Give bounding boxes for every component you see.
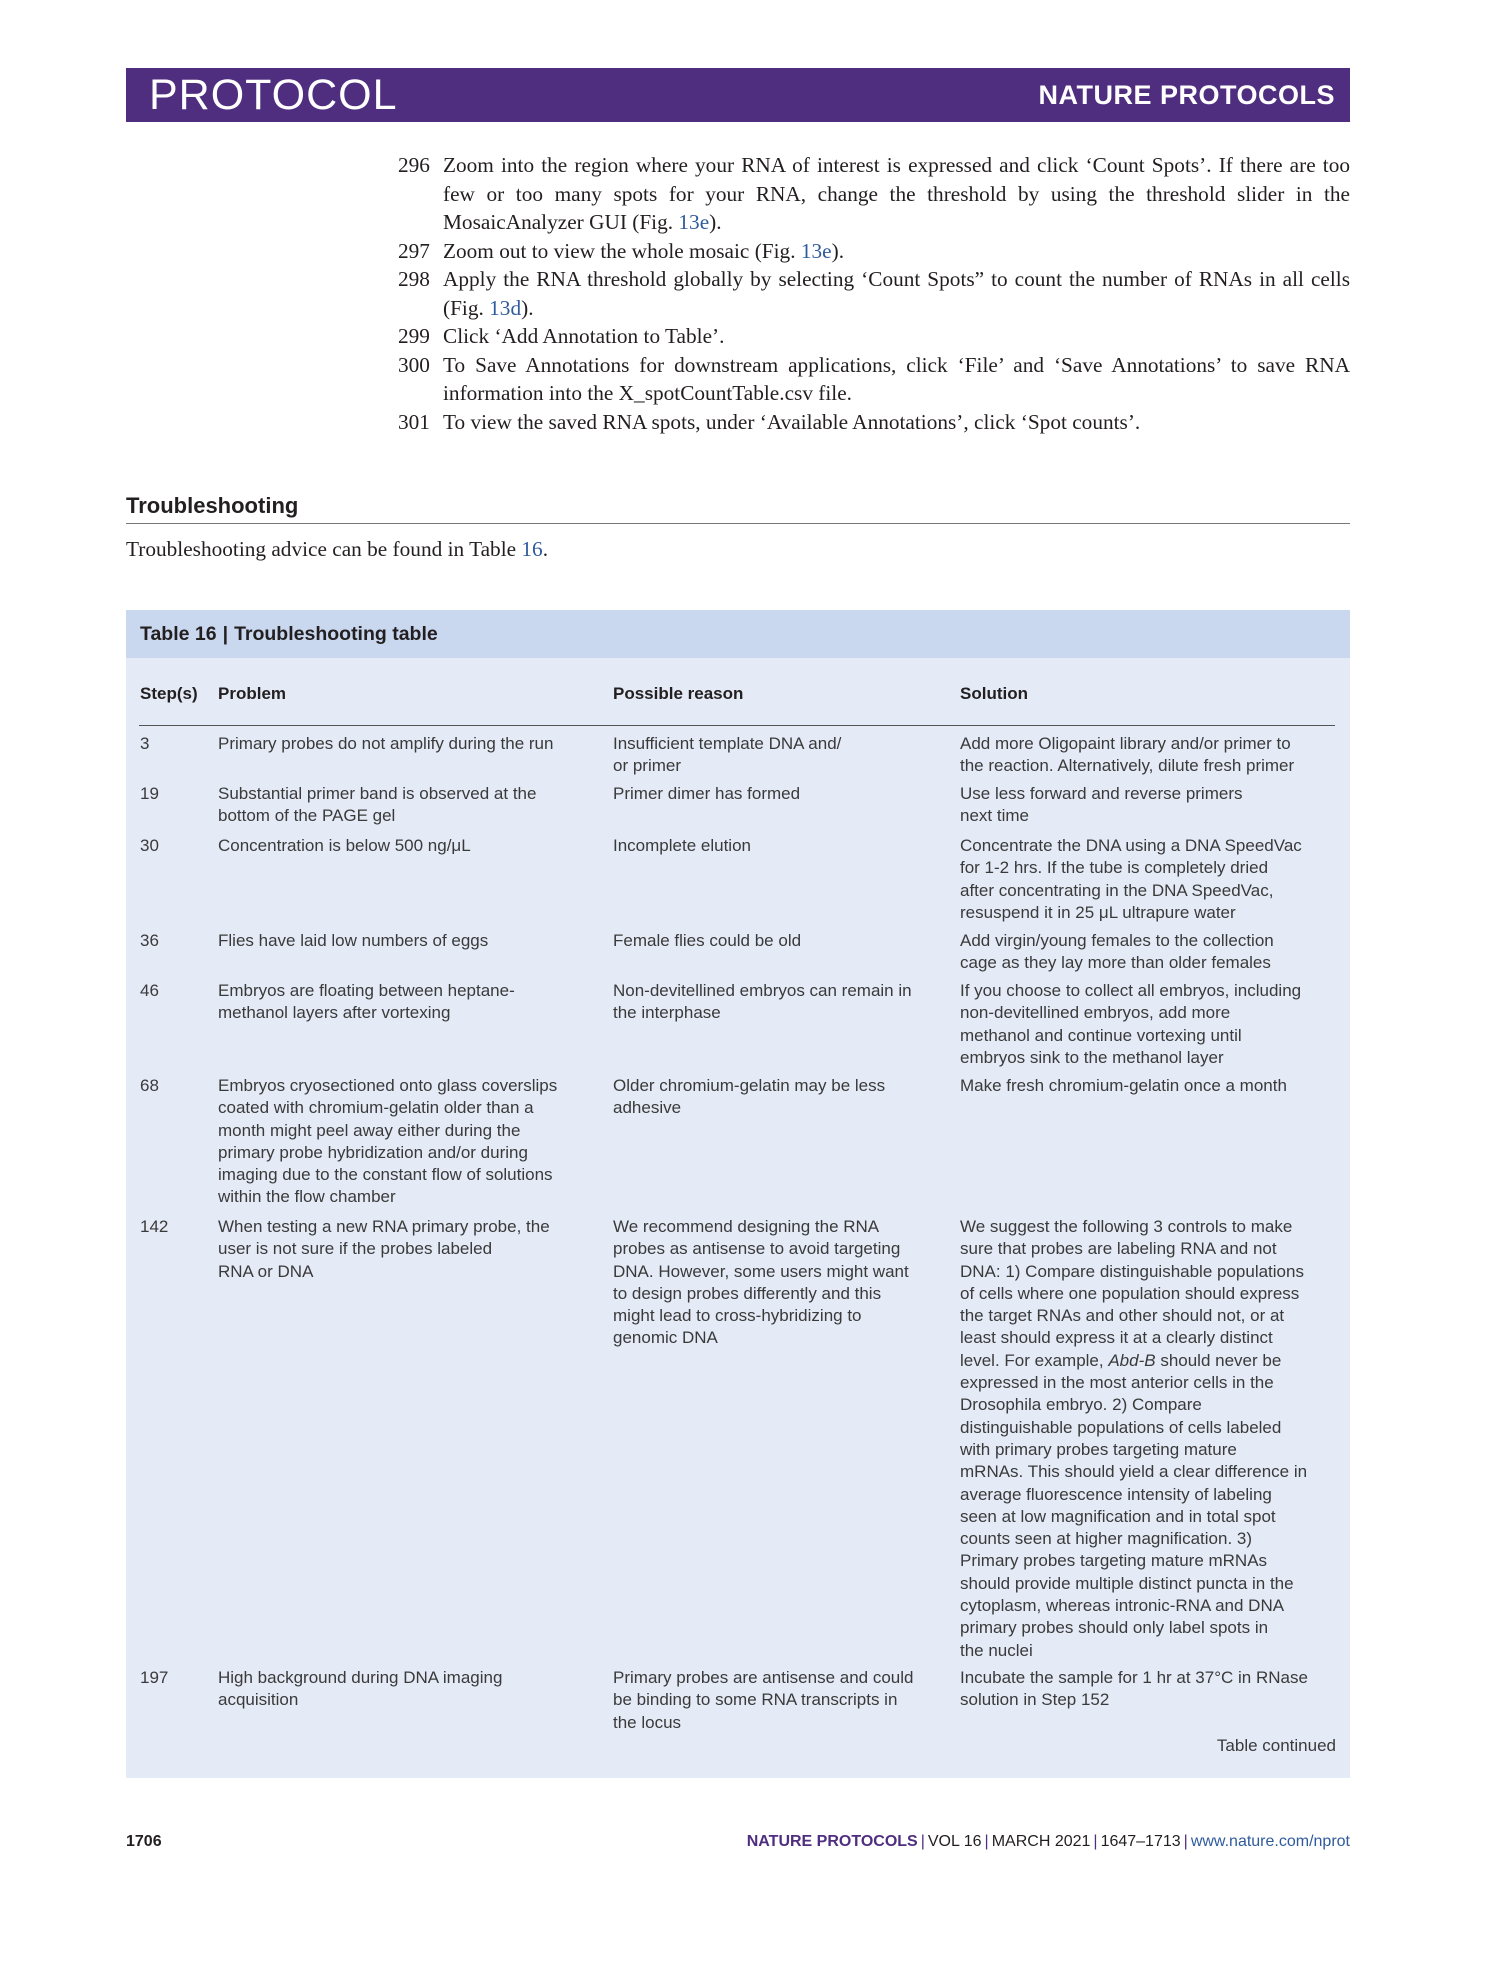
cell-line: coated with chromium-gelatin older than a — [218, 1098, 534, 1118]
cell-step: 30 — [140, 836, 159, 855]
step-item — [398, 408, 1350, 437]
cell-line: Female flies could be old — [613, 931, 802, 950]
cell-line: We recommend designing the RNA — [613, 1217, 880, 1236]
cell-line: user is not sure if the probes labeled — [218, 1239, 493, 1259]
cell-reason — [613, 1216, 948, 1350]
table-continued-note: Table continued — [1216, 1736, 1336, 1755]
table-title: Troubleshooting table — [234, 622, 438, 645]
step-text: To view the saved RNA spots, under ‘Available Annotations’, click ‘Spot counts’. — [443, 409, 1141, 434]
step-item — [398, 151, 1350, 237]
troubleshooting-table — [126, 610, 1350, 1778]
footer-volume: VOL 16 — [927, 1833, 982, 1850]
cell-line: for 1-2 hrs. If the tube is completely dried — [960, 858, 1269, 878]
cell-problem — [218, 1667, 608, 1712]
cell-line: acquisition — [218, 1690, 299, 1710]
figure-link[interactable]: 13d — [489, 295, 522, 320]
figure-link[interactable]: 13e — [800, 238, 832, 263]
cell-line: Embryos are floating between heptane- — [218, 981, 515, 1000]
step-number: 296 — [398, 153, 430, 177]
header-problem: Problem — [218, 684, 287, 703]
cell-step: 142 — [140, 1217, 169, 1236]
cell-line: next time — [960, 806, 1029, 826]
cell-problem — [218, 783, 608, 828]
cell-solution — [960, 783, 1340, 828]
section-paragraph: Troubleshooting advice can be found in Table 16. — [126, 537, 549, 561]
cell-line: with primary probes targeting mature — [960, 1439, 1237, 1459]
caption-separator: | — [222, 622, 229, 645]
cell-solution — [960, 835, 1340, 924]
cell-line: Embryos cryosectioned onto glass coverslips — [218, 1076, 558, 1095]
step-text: Zoom out to view the whole mosaic (Fig. 13e). — [443, 238, 845, 263]
cell-line: within the flow chamber — [218, 1187, 396, 1207]
cell-problem — [218, 835, 608, 857]
cell-line: Primary probes targeting mature mRNAs — [960, 1551, 1268, 1571]
cell-line: of cells where one population should express — [960, 1283, 1300, 1303]
cell-line: Drosophila embryo. 2) Compare — [960, 1395, 1202, 1415]
cell-line: Concentration is below 500 ng/μL — [218, 836, 471, 855]
cell-line: methanol and continue vortexing until — [960, 1025, 1242, 1045]
cell-reason — [613, 733, 948, 778]
step-number: 299 — [398, 324, 430, 348]
cell-line: Primary probes are antisense and could — [613, 1668, 914, 1687]
cell-line: We suggest the following 3 controls to make — [960, 1217, 1293, 1236]
cell-line: If you choose to collect all embryos, including — [960, 981, 1302, 1000]
cell-line: Primary probes do not amplify during the run — [218, 734, 554, 753]
cell-line: sure that probes are labeling RNA and not — [960, 1239, 1277, 1259]
cell-line: be binding to some RNA transcripts in — [613, 1690, 898, 1710]
cell-line: seen at low magnification and in total spot — [960, 1506, 1276, 1526]
cell-line: should provide multiple distinct puncta in the — [960, 1573, 1294, 1593]
cell-line: DNA: 1) Compare distinguishable populations — [960, 1261, 1304, 1281]
cell-line: adhesive — [613, 1098, 682, 1118]
cell-step: 46 — [140, 981, 159, 1000]
step-text: Zoom into the region where your RNA of interest is expressed and click ‘Count Spots’. If there are too few or too many spots for your RNA, change the threshold by using the threshold slider in the MosaicAnalyzer GUI (Fig. 13e). — [443, 153, 1350, 234]
cell-problem — [218, 930, 608, 952]
cell-line: level. For example, Abd-B should never be — [960, 1350, 1282, 1370]
cell-line: resuspend it in 25 μL ultrapure water — [960, 902, 1236, 922]
cell-solution — [960, 1216, 1340, 1662]
procedure-steps — [398, 151, 1350, 436]
cell-step: 3 — [140, 734, 150, 753]
cell-reason — [613, 980, 948, 1025]
cell-problem — [218, 980, 608, 1025]
cell-line: solution in Step 152 — [960, 1690, 1110, 1710]
header-steps: Step(s) — [140, 684, 198, 703]
cell-step: 19 — [140, 784, 159, 803]
cell-line: primary probes should only label spots in — [960, 1618, 1269, 1638]
step-number: 300 — [398, 352, 430, 377]
cell-line: Primer dimer has formed — [613, 784, 801, 803]
cell-line: Insufficient template DNA and/ — [613, 734, 842, 753]
cell-line: the locus — [613, 1712, 682, 1732]
cell-line: cage as they lay more than older females — [960, 953, 1271, 973]
table-link[interactable]: 16 — [521, 537, 543, 561]
cell-line: the reaction. Alternatively, dilute fresh primer — [960, 756, 1295, 776]
footer-journal-name: NATURE PROTOCOLS — [746, 1833, 918, 1850]
table-label: Table 16 — [140, 622, 217, 645]
cell-line: Incomplete elution — [613, 836, 751, 855]
step-item — [398, 265, 1350, 322]
figure-link[interactable]: 13e — [678, 210, 710, 234]
cell-line: Older chromium-gelatin may be less — [613, 1076, 886, 1095]
cell-line: month might peel away either during the — [218, 1120, 521, 1140]
step-item — [398, 237, 1350, 266]
journal-banner — [126, 68, 1350, 122]
footer-pages: 1647–1713 — [1100, 1833, 1181, 1850]
step-text: Apply the RNA threshold globally by selecting ‘Count Spots” to count the number of RNAs in all cells (Fig. 13d). — [443, 267, 1350, 320]
article-type-label: PROTOCOL — [149, 70, 398, 119]
cell-line: after concentrating in the DNA SpeedVac, — [960, 880, 1274, 900]
cell-line: the nuclei — [960, 1640, 1033, 1660]
step-number: 297 — [398, 238, 430, 263]
cell-reason — [613, 1075, 948, 1120]
cell-line: distinguishable populations of cells labeled — [960, 1417, 1282, 1437]
cell-line: mRNAs. This should yield a clear difference in — [960, 1462, 1308, 1482]
step-text: Click ‘Add Annotation to Table’. — [443, 324, 725, 348]
cell-reason — [613, 1667, 948, 1734]
cell-solution — [960, 733, 1340, 778]
cell-line: the target RNAs and other should not, or at — [960, 1306, 1285, 1326]
cell-line: genomic DNA — [613, 1328, 718, 1348]
cell-step: 197 — [140, 1668, 169, 1687]
cell-line: bottom of the PAGE gel — [218, 806, 396, 826]
cell-line: embryos sink to the methanol layer — [960, 1047, 1224, 1067]
cell-step: 68 — [140, 1076, 159, 1095]
header-reason: Possible reason — [613, 684, 744, 703]
step-item — [398, 322, 1350, 351]
page-number: 1706 — [126, 1833, 162, 1850]
cell-line: Make fresh chromium-gelatin once a month — [960, 1076, 1287, 1095]
cell-reason — [613, 930, 948, 952]
cell-line: Add virgin/young females to the collection — [960, 931, 1274, 950]
cell-step: 36 — [140, 931, 159, 950]
cell-line: Add more Oligopaint library and/or primer to — [960, 734, 1291, 753]
footer-citation: NATURE PROTOCOLS | VOL 16 | MARCH 2021 | 1647–1713 | www.nature.com/nprot — [746, 1833, 1350, 1850]
cell-line: RNA or DNA — [218, 1261, 314, 1281]
step-number: 298 — [398, 267, 430, 291]
footer-url[interactable]: www.nature.com/nprot — [1190, 1833, 1350, 1850]
cell-solution — [960, 980, 1340, 1069]
cell-line: probes as antisense to avoid targeting — [613, 1239, 901, 1259]
cell-line: Flies have laid low numbers of eggs — [218, 931, 489, 950]
cell-solution — [960, 1667, 1340, 1712]
header-solution: Solution — [960, 684, 1028, 703]
cell-line: expressed in the most anterior cells in the — [960, 1373, 1274, 1393]
cell-line: DNA. However, some users might want — [613, 1261, 909, 1281]
cell-solution — [960, 930, 1340, 975]
cell-line: Use less forward and reverse primers — [960, 784, 1243, 803]
step-number: 301 — [398, 409, 430, 434]
cell-line: Concentrate the DNA using a DNA SpeedVac — [960, 836, 1302, 855]
cell-solution — [960, 1075, 1340, 1097]
cell-line: the interphase — [613, 1003, 721, 1023]
cell-line: Substantial primer band is observed at the — [218, 784, 537, 803]
footer-date: MARCH 2021 — [991, 1833, 1091, 1850]
cell-line: imaging due to the constant flow of solutions — [218, 1165, 553, 1185]
cell-reason — [613, 783, 948, 805]
cell-line: cytoplasm, whereas intronic-RNA and DNA — [960, 1596, 1285, 1616]
cell-line: Incubate the sample for 1 hr at 37°C in RNase — [960, 1668, 1308, 1687]
cell-line: counts seen at higher magnification. 3) — [960, 1529, 1253, 1549]
cell-line: methanol layers after vortexing — [218, 1003, 451, 1023]
step-text: To Save Annotations for downstream applications, click ‘File’ and ‘Save Annotations’ to save RNA information into the X_spotCountTable.csv file. — [443, 352, 1350, 405]
step-item — [398, 351, 1350, 408]
cell-line: might lead to cross-hybridizing to — [613, 1306, 862, 1326]
cell-problem — [218, 1216, 608, 1283]
cell-line: primary probe hybridization and/or during — [218, 1142, 528, 1162]
cell-reason — [613, 835, 948, 857]
cell-line: or primer — [613, 756, 682, 776]
cell-line: High background during DNA imaging — [218, 1668, 503, 1687]
cell-problem — [218, 733, 608, 755]
cell-problem — [218, 1075, 608, 1209]
cell-line: least should express it at a clearly distinct — [960, 1328, 1273, 1348]
journal-name: NATURE PROTOCOLS — [1038, 79, 1335, 110]
cell-line: Non-devitellined embryos can remain in — [613, 981, 912, 1000]
table-caption — [126, 610, 1350, 658]
section-heading: Troubleshooting — [126, 493, 1350, 524]
table-header — [139, 674, 1335, 726]
cell-line: to design probes differently and this — [613, 1283, 882, 1303]
cell-line: non-devitellined embryos, add more — [960, 1003, 1231, 1023]
cell-line: When testing a new RNA primary probe, the — [218, 1217, 550, 1236]
cell-line: average fluorescence intensity of labeling — [960, 1484, 1272, 1504]
